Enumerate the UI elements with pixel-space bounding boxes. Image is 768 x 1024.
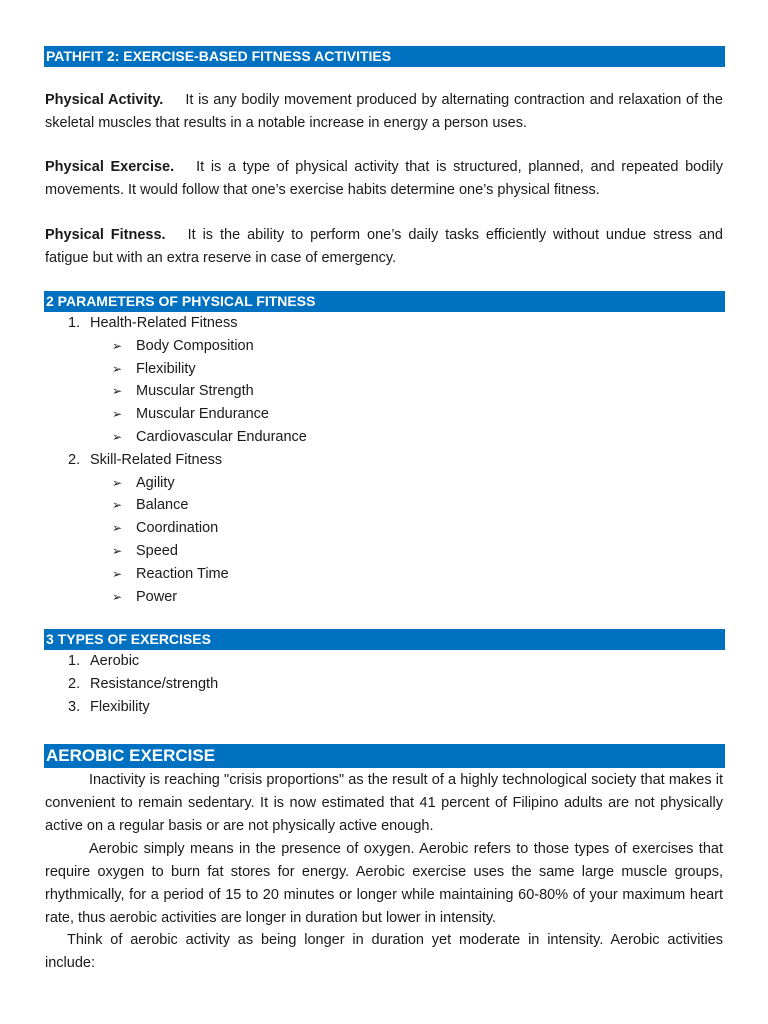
list-item: 2. Skill-Related Fitness [68,451,223,468]
list-item: ➢ Agility [0,472,700,495]
exercise-types-list [0,650,700,718]
aerobic-paragraph: Aerobic simply means in the presence of oxygen. Aerobic refers to those types of exercises that require oxygen to burn fat stores for energy. Aerobic exercise uses the same large muscle groups, rhythmically, for a period of 15 to 20 minutes or longer while maintaining 60-80% of your maximum heart rate, thus aerobic activities are longer in duration but lower in intensity. [45,841,723,926]
aerobic-heading-bar [44,744,725,768]
definition-term: Physical Activity. [45,92,164,108]
parameters-heading-bar [44,291,725,312]
arrow-bullet-icon: ➢ [112,589,123,604]
definition-text: It is a type of physical activity that is structured, planned, and repeated bodily movements. It would follow that one’s exercise habits determine one’s physical fitness. [45,159,723,198]
list-item: ➢ Reaction Time [0,563,700,586]
list-item: ➢ Muscular Endurance [0,403,700,426]
list-item: ➢ Speed [0,540,700,563]
definition-term: Physical Exercise. [45,159,175,175]
arrow-bullet-icon: ➢ [112,543,123,558]
page-title: PATHFIT 2: EXERCISE-BASED FITNESS ACTIVITIES [46,48,392,64]
list-item: 3. Flexibility [68,698,150,715]
list-item: ➢ Power [0,586,700,609]
aerobic-paragraph: Think of aerobic activity as being longer in duration yet moderate in intensity. Aerobic activities include: [45,932,723,971]
arrow-bullet-icon: ➢ [112,407,123,422]
arrow-bullet-icon: ➢ [112,475,123,490]
parameters-list [0,312,700,608]
list-item: 1. Aerobic [68,653,140,669]
definition-text: It is the ability to perform one’s daily tasks efficiently without undue stress and fatigue but with an extra reserve in case of emergency. [45,227,723,266]
list-item: ➢ Balance [0,494,700,517]
definition-physical-fitness [45,224,723,270]
definition-physical-exercise [45,156,723,202]
list-item: 2. Resistance/strength [68,675,219,692]
arrow-bullet-icon: ➢ [112,429,123,444]
page-title-bar [44,46,725,67]
list-item: ➢ Flexibility [0,358,700,381]
parameters-heading: 2 PARAMETERS OF PHYSICAL FITNESS [46,293,316,309]
aerobic-paragraph: Inactivity is reaching "crisis proportions" as the result of a highly technological society that makes it convenient to remain sedentary. It is now estimated that 41 percent of Filipino adults are not physically active on a regular basis or are not physically active enough. [45,772,723,834]
arrow-bullet-icon: ➢ [112,566,123,581]
list-item: ➢ Coordination [0,517,700,540]
arrow-bullet-icon: ➢ [112,384,123,399]
aerobic-heading: AEROBIC EXERCISE [46,746,216,765]
list-item: 1. Health-Related Fitness [68,315,238,331]
exercise-types-heading: 3 TYPES OF EXERCISES [46,631,211,647]
definition-text: It is any bodily movement produced by alternating contraction and relaxation of the skeletal muscles that results in a notable increase in energy a person uses. [45,92,723,131]
definition-physical-activity [45,89,723,135]
definition-term: Physical Fitness. [45,227,166,243]
arrow-bullet-icon: ➢ [112,361,123,376]
arrow-bullet-icon: ➢ [112,338,123,353]
arrow-bullet-icon: ➢ [112,498,123,513]
list-item: ➢ Cardiovascular Endurance [0,426,700,449]
exercise-types-heading-bar [44,629,725,650]
list-item: ➢ Body Composition [0,335,700,358]
arrow-bullet-icon: ➢ [112,521,123,536]
list-item: ➢ Muscular Strength [0,380,700,403]
